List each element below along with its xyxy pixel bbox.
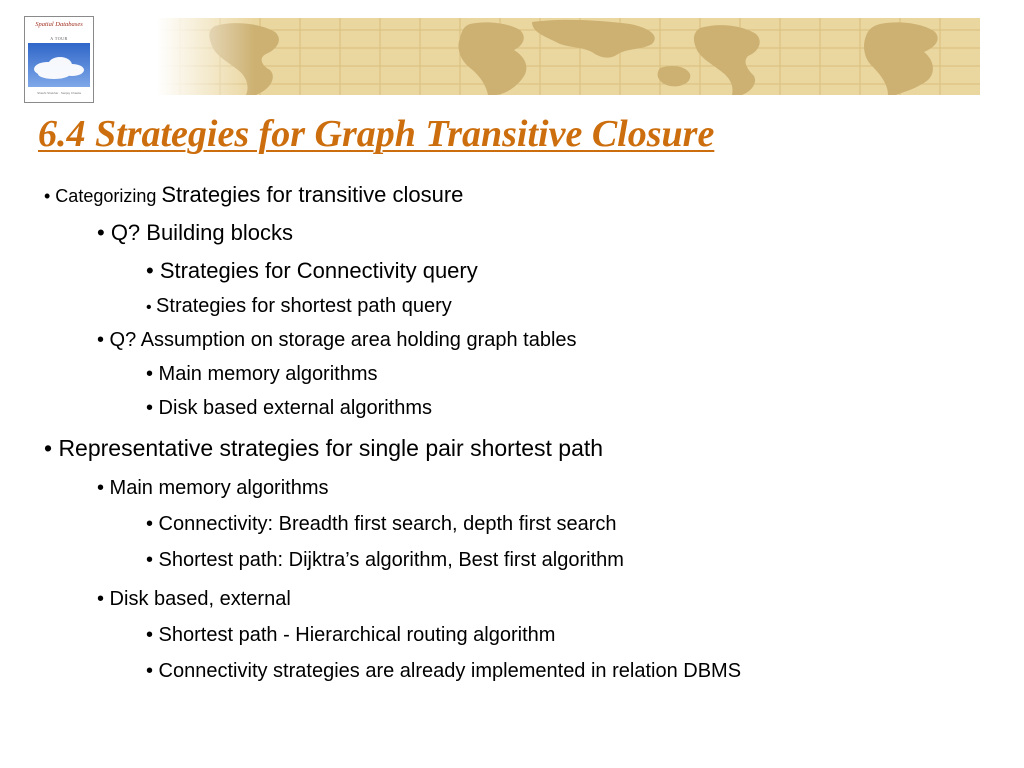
bullet-disk-based-1: • Disk based external algorithms: [146, 397, 433, 419]
bullet-building-blocks: • Q? Building blocks: [97, 220, 294, 245]
world-map-banner: [0, 18, 980, 95]
bullet-disk-based-external: • Disk based, external: [97, 588, 291, 610]
bullet-text: Strategies for shortest path query: [156, 295, 452, 317]
bullet-main-memory-1: • Main memory algorithms: [146, 363, 378, 385]
book-authors: Shashi Shekhar · Sanjay Chawla: [37, 91, 81, 95]
bullet-connectivity-bfs-dfs: • Connectivity: Breadth first search, depth first search: [146, 513, 617, 535]
bullet-hierarchical-routing: • Shortest path - Hierarchical routing algorithm: [146, 624, 556, 646]
book-cover-image: [24, 16, 94, 103]
bullet-main-memory-2: • Main memory algorithms: [97, 477, 329, 499]
bullet-prefix: •: [146, 299, 157, 316]
bullet-prefix: • Categorizing: [44, 186, 162, 206]
bullet-representative-strategies: • Representative strategies for single pair shortest path: [44, 435, 604, 461]
bullet-shortest-path-dijkstra: • Shortest path: Dijktra’s algorithm, Best first algorithm: [146, 549, 624, 571]
clouds-image: [28, 43, 90, 87]
bullet-connectivity-implemented: • Connectivity strategies are already implemented in relation DBMS: [146, 660, 742, 682]
slide-title: 6.4 Strategies for Graph Transitive Closure: [38, 113, 715, 155]
bullet-categorizing: [44, 184, 463, 206]
bullet-connectivity-query: • Strategies for Connectivity query: [146, 258, 478, 283]
bullet-storage-assumption: • Q? Assumption on storage area holding graph tables: [97, 329, 577, 351]
bullet-text: Strategies for transitive closure: [161, 182, 464, 207]
book-subtitle: A TOUR: [50, 36, 68, 41]
book-title: Spatial Databases: [35, 21, 83, 28]
bullet-shortest-path-query: [146, 296, 452, 316]
